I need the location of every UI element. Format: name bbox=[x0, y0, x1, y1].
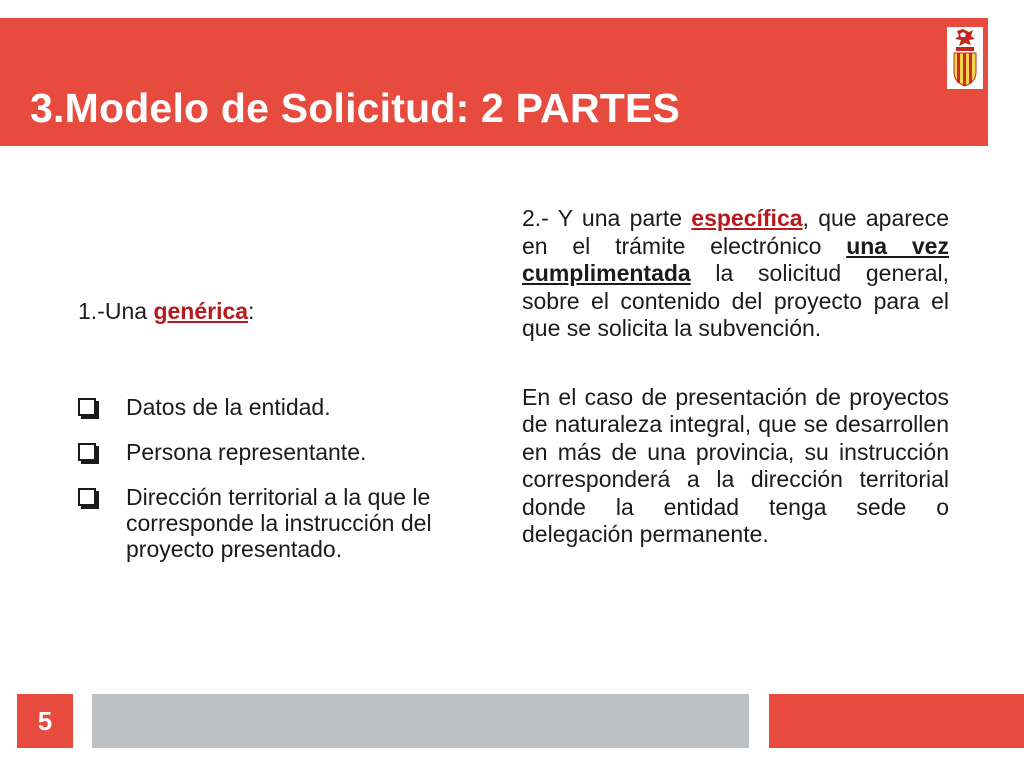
lead-prefix: 1.-Una bbox=[78, 298, 154, 324]
checkbox-bullet-icon bbox=[78, 488, 96, 506]
list-item bbox=[78, 484, 498, 562]
footer-red-bar bbox=[769, 694, 1024, 748]
specific-part bbox=[522, 205, 949, 549]
text-run: la solicitud general, sobre el contenido del proyecto para el que se solicita la subvención. bbox=[522, 260, 949, 341]
list-item-text: Dirección territorial a la que le corresponde la instrucción del proyecto presentado. bbox=[126, 484, 432, 562]
list-item bbox=[78, 439, 498, 465]
generic-part bbox=[78, 296, 498, 562]
list-item bbox=[78, 394, 498, 420]
integral-projects-paragraph: En el caso de presentación de proyectos de naturaleza integral, que se desarrollen en más de una provincia, su instrucción corresponderá a la dirección territorial donde la entidad tenga sede o delegación permanente. bbox=[522, 383, 949, 547]
coat-of-arms-icon bbox=[947, 27, 983, 89]
checkbox-bullet-icon bbox=[78, 398, 96, 416]
page-number: 5 bbox=[17, 694, 73, 748]
lead-suffix: : bbox=[248, 298, 255, 324]
lead-keyword: genérica bbox=[153, 298, 249, 324]
text-run: 2.- Y una parte bbox=[522, 205, 692, 231]
underlined-phrase: una vez cumplimentada bbox=[522, 232, 949, 286]
generic-part-heading bbox=[78, 296, 498, 326]
checkbox-bullet-icon bbox=[78, 443, 96, 461]
list-item-text: Persona representante. bbox=[126, 439, 367, 465]
slide-title: 3.Modelo de Solicitud: 2 PARTES bbox=[30, 85, 681, 131]
specific-keyword: específica bbox=[691, 205, 803, 231]
specific-part-paragraph bbox=[522, 205, 949, 343]
footer-gray-bar bbox=[92, 694, 749, 748]
list-item-text: Datos de la entidad. bbox=[126, 394, 331, 420]
text-run: , que aparece en el trámite electrónico bbox=[522, 205, 949, 259]
generic-items-list bbox=[78, 394, 498, 581]
